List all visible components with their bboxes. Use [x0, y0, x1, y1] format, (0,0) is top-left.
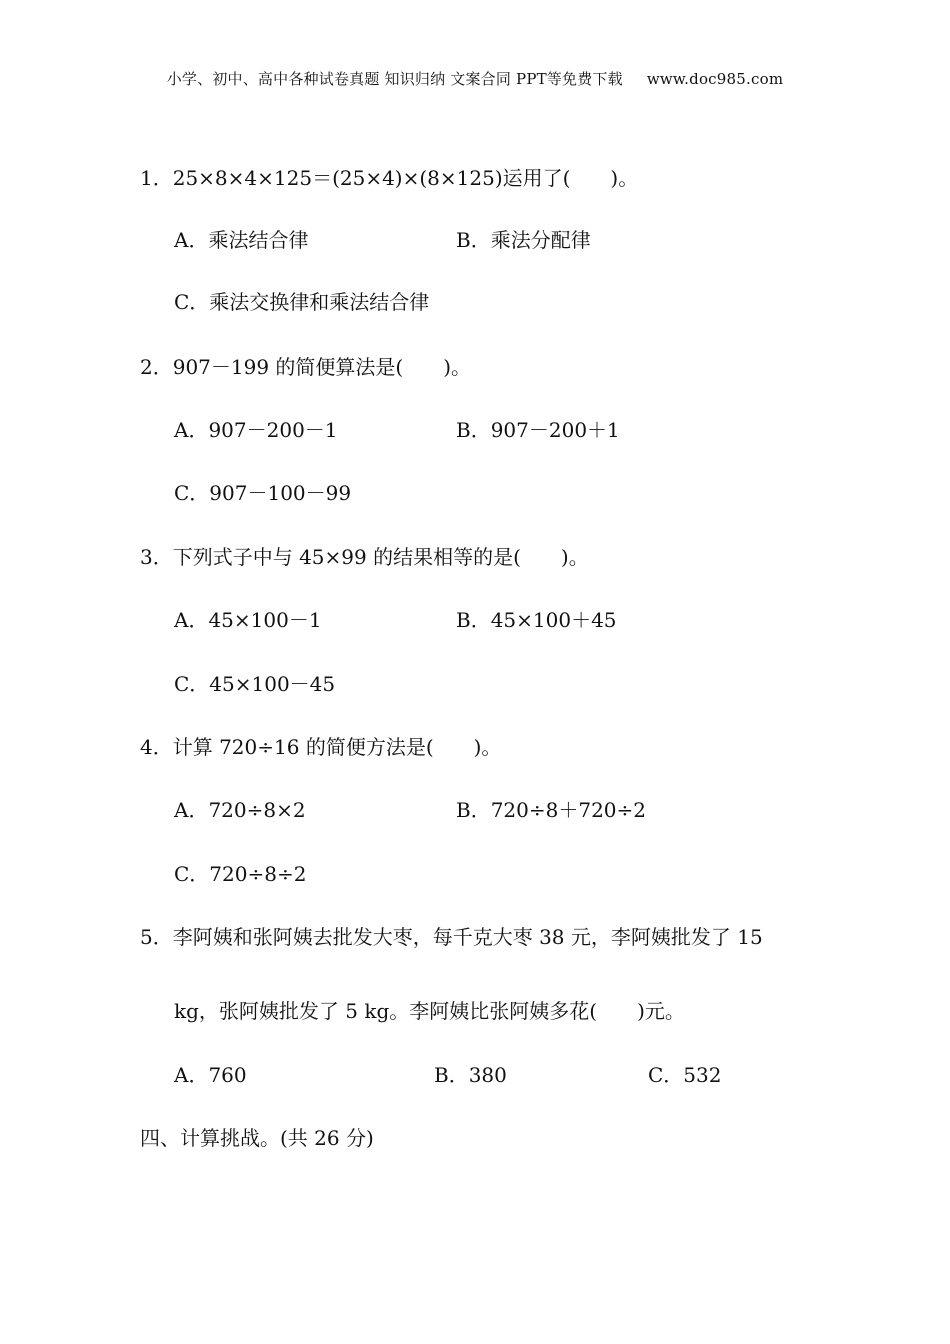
section-title: 四、计算挑战。(共 26 分): [140, 1126, 374, 1150]
question-2-stem: 2．907－199 的简便算法是( )。: [140, 355, 472, 379]
question-4-stem: 4．计算 720÷16 的简便方法是( )。: [140, 735, 502, 759]
header-text: 小学、初中、高中各种试卷真题 知识归纳 文案合同 PPT等免费下载: [166, 70, 623, 88]
question-3-option-b: B．45×100＋45: [456, 608, 617, 632]
question-5-stem-continued: kg，张阿姨批发了 5 kg。李阿姨比张阿姨多花( )元。: [174, 999, 685, 1023]
question-1-option-a: A．乘法结合律: [174, 228, 309, 252]
question-4-option-a: A．720÷8×2: [174, 798, 306, 822]
question-2-option-c: C．907－100－99: [174, 481, 352, 505]
question-3-option-a: A．45×100－1: [174, 608, 322, 632]
question-5-option-c: C．532: [648, 1063, 722, 1087]
question-5-option-b: B．380: [434, 1063, 507, 1087]
page-header: [0, 68, 950, 89]
question-5-stem: 5．李阿姨和张阿姨去批发大枣，每千克大枣 38 元，李阿姨批发了 15: [140, 925, 763, 949]
question-2-option-a: A．907－200－1: [174, 418, 338, 442]
question-2-option-b: B．907－200＋1: [456, 418, 620, 442]
header-site: www.doc985.com: [646, 70, 784, 88]
question-5-option-a: A．760: [174, 1063, 247, 1087]
question-1-option-c: C．乘法交换律和乘法结合律: [174, 290, 430, 314]
question-3-option-c: C．45×100－45: [174, 672, 336, 696]
question-4-option-b: B．720÷8＋720÷2: [456, 798, 647, 822]
question-4-option-c: C．720÷8÷2: [174, 862, 307, 886]
question-3-stem: 3．下列式子中与 45×99 的结果相等的是( )。: [140, 545, 589, 569]
question-1-stem: 1．25×8×4×125＝(25×4)×(8×125)运用了( )。: [140, 166, 639, 190]
question-1-option-b: B．乘法分配律: [456, 228, 591, 252]
